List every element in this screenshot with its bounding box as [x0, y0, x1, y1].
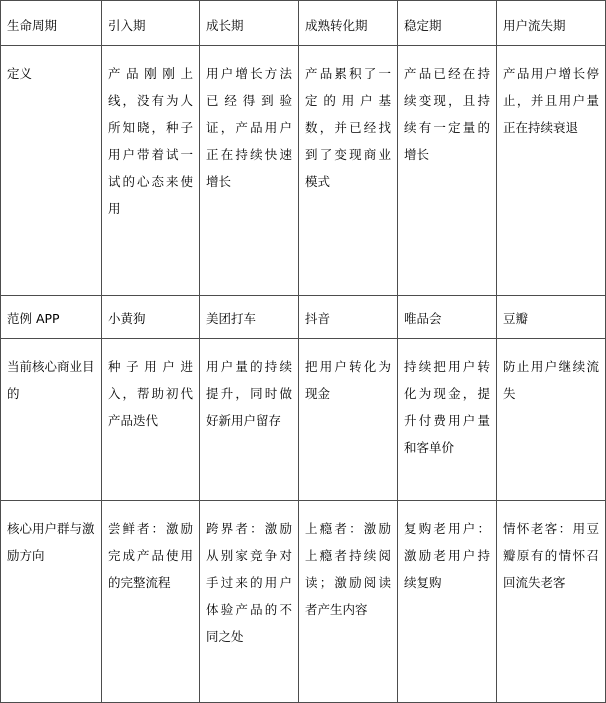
business-goal-churn: 防止用户继续流失 [497, 339, 606, 501]
row-label-business-goal: 当前核心商业目的 [1, 339, 102, 501]
header-cell-stage: 生命周期 [1, 1, 102, 46]
user-group-growth: 跨界者：激励从别家竞争对手过来的用户体验产品的不同之处 [200, 501, 299, 703]
table-header-row [1, 1, 606, 46]
header-cell-churn: 用户流失期 [497, 1, 606, 46]
example-app-introduction: 小黄狗 [102, 296, 200, 339]
business-goal-introduction: 种子用户进入，帮助初代产品迭代 [102, 339, 200, 501]
definition-maturity: 产品累积了一定的用户基数，并已经找到了变现商业模式 [299, 46, 398, 296]
example-app-stable: 唯品会 [398, 296, 497, 339]
example-app-maturity: 抖音 [299, 296, 398, 339]
row-label-user-group: 核心用户群与激励方向 [1, 501, 102, 703]
example-app-growth: 美团打车 [200, 296, 299, 339]
user-group-introduction: 尝鲜者：激励完成产品使用的完整流程 [102, 501, 200, 703]
header-cell-stable: 稳定期 [398, 1, 497, 46]
row-label-definition: 定义 [1, 46, 102, 296]
table-row-user-group [1, 501, 606, 703]
user-group-churn: 情怀老客：用豆瓣原有的情怀召回流失老客 [497, 501, 606, 703]
business-goal-stable: 持续把用户转化为现金，提升付费用户量和客单价 [398, 339, 497, 501]
header-cell-growth: 成长期 [200, 1, 299, 46]
definition-churn: 产品用户增长停止，并且用户量正在持续衰退 [497, 46, 606, 296]
table-row-example-app [1, 296, 606, 339]
table-row-definition [1, 46, 606, 296]
user-group-maturity: 上瘾者：激励上瘾者持续阅读；激励阅读者产生内容 [299, 501, 398, 703]
definition-introduction: 产品刚刚上线，没有为人所知晓，种子用户带着试一试的心态来使用 [102, 46, 200, 296]
definition-growth: 用户增长方法已经得到验证，产品用户正在持续快速增长 [200, 46, 299, 296]
user-group-stable: 复购老用户：激励老用户持续复购 [398, 501, 497, 703]
header-cell-introduction: 引入期 [102, 1, 200, 46]
business-goal-growth: 用户量的持续提升，同时做好新用户留存 [200, 339, 299, 501]
business-goal-maturity: 把用户转化为现金 [299, 339, 398, 501]
example-app-churn: 豆瓣 [497, 296, 606, 339]
table-row-business-goal [1, 339, 606, 501]
definition-stable: 产品已经在持续变现，且持续有一定量的增长 [398, 46, 497, 296]
row-label-example-app: 范例 APP [1, 296, 102, 339]
header-cell-maturity: 成熟转化期 [299, 1, 398, 46]
